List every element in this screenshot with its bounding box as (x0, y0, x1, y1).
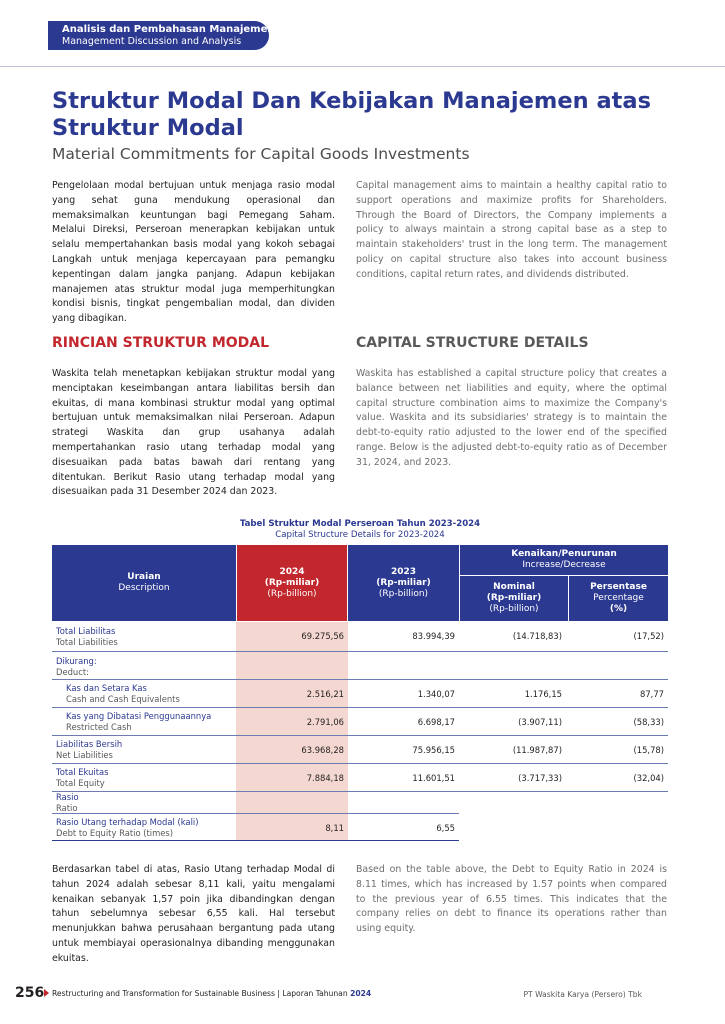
cell-nominal: 1.176,15 (524, 689, 562, 699)
header-description-id: Uraian (127, 572, 161, 582)
header-nominal (460, 576, 568, 621)
cell-percentage: 87,77 (640, 689, 664, 699)
closing-paragraph-en: Based on the table above, the Debt to Equity Ratio in 2024 is 8.11 times, which has increased by 1.57 points when compared to the previous year of 6.55 times. This indicates that the company relies on debt to finance its operations rather than using equity. (356, 864, 667, 935)
cell-2023: 83.994,39 (412, 631, 455, 641)
table-row (52, 792, 668, 814)
row-label-id: Total Liabilitas (56, 626, 116, 636)
row-label-en: Restricted Cash (66, 721, 132, 732)
row-label (66, 683, 180, 704)
row-label-id: Rasio (56, 792, 79, 802)
table-row (52, 680, 668, 707)
row-label-en: Net Liabilities (56, 749, 113, 760)
header-percentage (569, 576, 668, 621)
row-label (66, 711, 211, 732)
header-2024-unit: (Rp-miliar) (264, 577, 320, 588)
row-label-en: Total Equity (56, 777, 105, 788)
section-paragraph-id: Waskita telah menetapkan kebijakan struktur modal yang menciptakan keseimbangan antara liabilitas bersih dan ekuitas, di mana kombinasi struktur modal yang optimal bertujuan untuk memaksimalkan nilai Perseroan. Adapun strategi Waskita dan grup usahanya adalah mempertahankan rasio utang terhadap modal yang disesuaikan pada batas bawah dari rentang yang ditentukan. Berikut Rasio utang terhadap modal yang disesuaikan pada 31 Desember 2024 dan 2023. (52, 368, 335, 498)
row-label-en: Ratio (56, 802, 78, 813)
cell-percentage: (32,04) (633, 773, 664, 783)
triangle-marker-icon (44, 989, 49, 997)
row-label (56, 626, 118, 647)
cell-2023: 1.340,07 (417, 689, 455, 699)
cell-2023: 75.956,15 (412, 745, 455, 755)
cell-percentage: (17,52) (633, 631, 664, 641)
section-paragraph-en: Waskita has established a capital structure policy that creates a balance between net liabilities and equity, where the optimal capital structure combination aims to maximize the Company's value. Waskita and its subsidiaries' strategy is to maintain the debt-to-equity ratio adjusted to the lower end of the specified range. Below is the adjusted debt-to-equity ratio as of December 31, 2024, and 2023. (356, 368, 667, 468)
footer-year: 2024 (350, 989, 372, 998)
cell-percentage: (15,78) (633, 745, 664, 755)
row-label (56, 767, 109, 788)
row-label (56, 739, 122, 760)
cell-2024: 69.275,56 (301, 631, 344, 641)
header-description (52, 545, 236, 621)
cell-percentage: (58,33) (633, 717, 664, 727)
row-label-id: Rasio Utang terhadap Modal (kali) (56, 817, 199, 827)
header-2024-year: 2024 (279, 566, 305, 577)
page-title: Struktur Modal Dan Kebijakan Manajemen atas Struktur Modal (52, 88, 651, 141)
closing-paragraph-id: Berdasarkan tabel di atas, Rasio Utang terhadap Modal di tahun 2024 adalah sebesar 8,11 kali, yaitu mengalami kenaikan sebanyak 1,57 poin jika dibandingkan dengan tahun sebelumnya sebesar 6,55 kali. Hal tersebut menunjukkan bahwa perusahaan bergantung pada utang untuk membiayai operasionalnya dibanding menggunakan ekuitas. (52, 864, 335, 964)
table-caption-id: Tabel Struktur Modal Perseroan Tahun 2023-2024 (239, 519, 481, 529)
header-description-en: Description (118, 583, 170, 593)
table-caption (52, 519, 668, 541)
cell-2024: 2.791,06 (306, 717, 344, 727)
cell-2024: 8,11 (325, 823, 344, 833)
section-header-pill (48, 21, 275, 50)
header-change-en: Increase/Decrease (522, 560, 606, 570)
row-label (56, 792, 79, 813)
table-row (52, 764, 668, 791)
row-label-id: Kas yang Dibatasi Penggunaannya (66, 711, 212, 721)
cell-nominal: (11.987,87) (512, 745, 562, 755)
header-percentage-en: Percentage (593, 593, 644, 603)
header-nominal-unit: (Rp-miliar) (486, 593, 542, 603)
page-number: 256 (15, 985, 45, 1001)
row-label-en: Cash and Cash Equivalents (66, 693, 180, 704)
row-label-id: Dikurang: (56, 656, 97, 666)
row-label-id: Kas dan Setara Kas (66, 683, 147, 693)
section-heading-en: CAPITAL STRUCTURE DETAILS (356, 335, 589, 351)
section-heading-id: RINCIAN STRUKTUR MODAL (52, 335, 270, 351)
cell-nominal: (14.718,83) (512, 631, 562, 641)
row-label-en: Deduct: (56, 666, 89, 677)
cell-2023: 6.698,17 (417, 717, 455, 727)
row-label (56, 656, 97, 677)
cell-nominal: (3.907,11) (518, 717, 562, 727)
header-nominal-id: Nominal (493, 582, 535, 592)
cell-2024: 63.968,28 (301, 745, 344, 755)
table-row (52, 622, 668, 650)
header-2023 (348, 545, 459, 621)
cell-nominal: (3.717,33) (518, 773, 562, 783)
section-header-title: Analisis dan Pembahasan Manajemen (62, 24, 275, 35)
footer-theme-text (52, 989, 371, 998)
header-nominal-unit-en: (Rp-billion) (489, 604, 539, 614)
row-label-id: Total Ekuitas (56, 767, 109, 777)
header-2023-year: 2023 (390, 566, 417, 577)
cell-2024: 7.884,18 (306, 773, 344, 783)
header-percentage-id: Persentase (590, 582, 647, 592)
footer-company: PT Waskita Karya (Persero) Tbk (523, 990, 642, 999)
row-label-en: Total Liabilities (56, 636, 118, 647)
table-row (52, 736, 668, 763)
header-2023-unit-en: (Rp-billion) (378, 588, 429, 599)
intro-paragraph-en: Capital management aims to maintain a healthy capital ratio to support operations and maximize profits for Shareholders. Through the Board of Directors, the Company implements a policy to always maintain a strong capital base as a step to maintain stakeholders' trust in the long term. The management policy on capital structure also takes into account business conditions, capital return rates, and dividends distributed. (356, 180, 667, 280)
footer-theme: Restructuring and Transformation for Sustainable Business (52, 989, 275, 998)
header-2024 (237, 545, 347, 621)
header-percentage-unit: (%) (609, 604, 628, 614)
cell-2024: 2.516,21 (306, 689, 344, 699)
table-caption-en: Capital Structure Details for 2023-2024 (275, 530, 445, 540)
table-row (52, 708, 668, 735)
header-change-id: Kenaikan/Penurunan (511, 549, 617, 559)
header-2024-unit-en: (Rp-billion) (267, 588, 317, 599)
row-label-id: Liabilitas Bersih (56, 739, 123, 749)
page-footer (0, 985, 725, 1005)
table-row (52, 652, 668, 679)
row-label (56, 817, 199, 838)
section-header-subtitle: Management Discussion and Analysis (62, 36, 242, 47)
header-change (460, 545, 668, 575)
cell-2023: 11.601,51 (412, 773, 455, 783)
row-label-en: Debt to Equity Ratio (times) (56, 827, 174, 838)
cell-2023: 6,55 (436, 823, 455, 833)
header-divider (0, 66, 725, 67)
intro-paragraph-id: Pengelolaan modal bertujuan untuk menjaga rasio modal yang sehat guna mendukung operasional dan memaksimalkan keuntungan bagi Pemegang Saham. Melalui Direksi, Perseroan menerapkan kebijakan untuk selalu mempertahankan basis modal yang kokoh sebagai Langkah untuk menjaga kepercayaan para pemangku kepentingan dalam jangka panjang. Adapun kebijakan manajemen atas struktur modal juga memperhitungkan kondisi bisnis, tingkat pengembalian modal, dan dividen yang dibagikan. (52, 180, 335, 325)
capital-structure-table (52, 545, 668, 841)
table-row (52, 814, 668, 841)
page-subtitle: Material Commitments for Capital Goods Investments (52, 145, 470, 163)
footer-report: | Laporan Tahunan (274, 989, 351, 998)
header-2023-unit: (Rp-miliar) (376, 577, 431, 588)
table-bottom-border (52, 840, 459, 841)
